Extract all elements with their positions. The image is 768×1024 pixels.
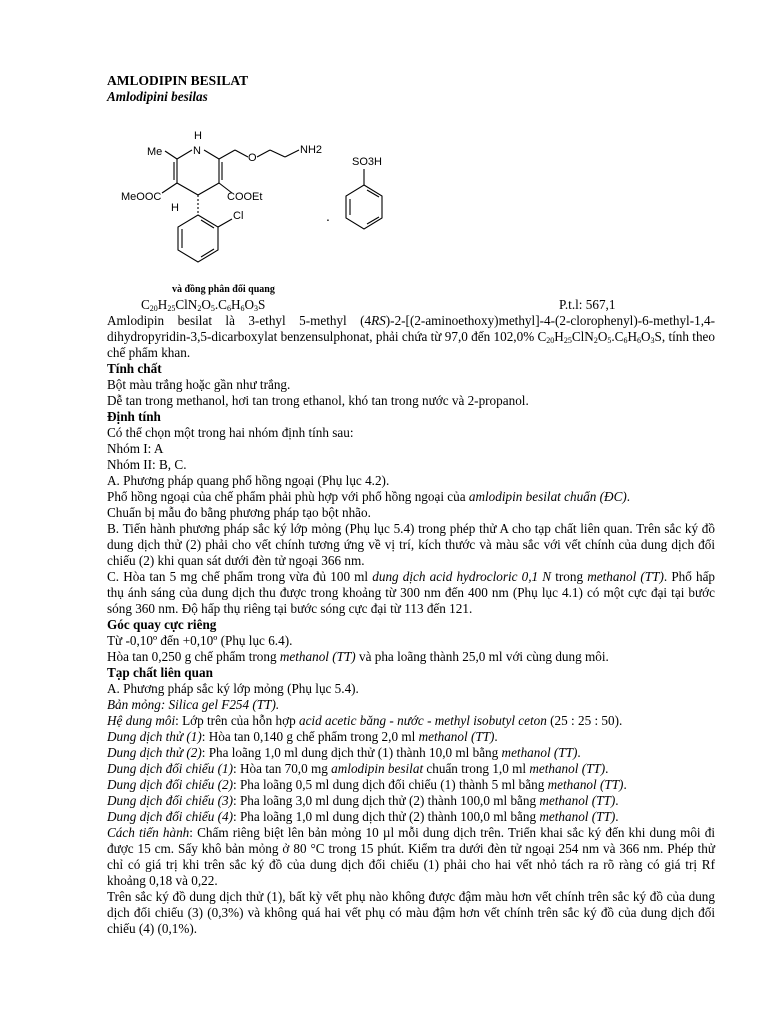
dd-doi-chieu-2: Dung dịch đối chiếu (2): Pha loãng 0,5 ml dung dịch đối chiếu (1) thành 5 ml bằng methanol (TT). [107,777,627,792]
dd-doi-chieu-4: Dung dịch đối chiếu (4): Pha loãng 1,0 ml dung dịch thử (2) thành 100,0 ml bằng methanol (TT). [107,809,619,824]
dinh-tinh-nhom-2: Nhóm II: B, C. [107,457,187,472]
dd-doi-chieu-1: Dung dịch đối chiếu (1): Hòa tan 70,0 mg amlodipin besilat chuẩn trong 1,0 ml methanol (TT). [107,761,609,776]
dinh-tinh-b: B. Tiến hành phương pháp sắc ký lớp mỏng (Phụ lục 5.4) trong phép thử A cho tạp chất liên quan. Trên sắc ký đồ dung dịch thử (2) phải cho vết chính tương ứng về vị trí, kích thước và màu sắc với vết chính của dung dịch đối chiếu (2) khi quan sát dưới đèn tử ngoại 366 nm. [107,521,715,568]
molecular-weight: P.t.l: 567,1 [559,297,616,312]
formula-line [107,297,715,313]
label-nh-n: N [193,145,201,157]
heading-goc-quay: Góc quay cực riêng [107,617,217,632]
label-nh2: NH2 [300,144,323,156]
monograph-title: AMLODIPIN BESILAT [107,73,249,88]
tap-chat-final: Trên sắc ký đồ dung dịch thử (1), bất kỳ vết phụ nào không được đậm màu hơn vết chính trên sắc ký đồ của dung dịch đối chiếu (3) (0,3%) và không quá hai vết phụ có màu đậm hơn vết chính trên sắc ký đồ của dung dịch đối chiếu (4) (0,1%). [107,889,715,936]
dinh-tinh-c: C. Hòa tan 5 mg chế phẩm trong vừa đủ 100 ml dung dịch acid hydrocloric 0,1 N trong methanol (TT). Phổ hấp thụ ánh sáng của dung dịch thu được trong khoảng từ 300 nm đến 400 nm (Phụ lục 4.1) có một cực đại tại bước sóng 360 nm. Độ hấp thụ riêng tại bước sóng cực đại từ 113 đến 121. [107,569,716,616]
dd-thu-1: Dung dịch thử (1): Hòa tan 0,140 g chế phẩm trong 2,0 ml methanol (TT). [107,729,498,744]
he-dung-moi: Hệ dung môi: Lớp trên của hỗn hợp acid acetic băng - nước - methyl isobutyl ceton (25 : 25 : 50). [107,713,623,728]
heading-dinh-tinh: Định tính [107,409,161,424]
dd-doi-chieu-3: Dung dịch đối chiếu (3): Pha loãng 3,0 ml dung dịch thử (2) thành 100,0 ml bằng methanol (TT). [107,793,619,808]
tinh-chat-line-1: Bột màu trắng hoặc gần như trắng. [107,377,291,392]
label-dot: . [326,208,330,224]
amlodipine-structure [107,107,407,297]
definition-paragraph: Amlodipin besilat là 3-ethyl 5-methyl (4RS)-2-[(2-aminoethoxy)methyl]-4-(2-clorophenyl)-6-methyl-1,4-dihydropyridin-3,5-dicarboxylat benzensulphonat, phải chứa từ 97,0 đến 102,0% $C_{20}H_{25}ClN_2O_5.C_6H_6O_3S$, tính theo chế phẩm khan. [107,313,715,360]
molecular-formula: $C_{20}H_{25}ClN_2O_5.C_6H_6O_3S$ [141,297,266,313]
tap-chat-a: A. Phương pháp sắc ký lớp mỏng (Phụ lục 5.4). [107,681,359,696]
monograph-page [107,73,715,937]
dd-thu-2: Dung dịch thử (2): Pha loãng 1,0 ml dung dịch thử (1) thành 10,0 ml bằng methanol (TT). [107,745,581,760]
dinh-tinh-a3: Chuẩn bị mẫu đo bằng phương pháp tạo bột nhão. [107,505,371,520]
label-so3h: SO3H [352,156,382,168]
label-o: O [248,152,257,164]
dinh-tinh-a1: A. Phương pháp quang phổ hồng ngoại (Phụ lục 4.2). [107,473,390,488]
heading-tap-chat: Tạp chất liên quan [107,665,213,680]
structure-figure [107,107,715,297]
label-h-stereo: H [171,202,179,214]
structure-caption: và đồng phân đối quang [172,284,275,295]
goc-quay-line-1: Từ -0,10º đến +0,10º (Phụ lục 6.4). [107,633,293,648]
ban-mong: Bản mỏng: Silica gel F254 (TT). [107,697,280,712]
ban-mong-value: : Silica gel F254 (TT). [160,697,280,712]
latin-name: Amlodipini besilas [107,89,208,104]
label-me: Me [147,146,163,158]
label-cooet: COOEt [227,191,263,203]
heading-tinh-chat: Tính chất [107,361,162,376]
dinh-tinh-a2: Phổ hồng ngoại của chế phẩm phải phù hợp với phổ hồng ngoại của amlodipin besilat chuẩn (ĐC). [107,489,631,504]
cach-tien-hanh: Cách tiến hành: Chấm riêng biệt lên bản mỏng 10 µl mỗi dung dịch trên. Triển khai sắc ký đến khi dung môi đi được 15 cm. Sấy khô bản mỏng ở 80 °C trong 15 phút. Kiểm tra dưới đèn tử ngoại 254 nm và 366 nm. Phép thử chỉ có giá trị khi trên sắc ký đồ của dung dịch đối chiếu (1) phải cho hai vết nhỏ tách ra rõ ràng có giá trị Rf khoảng 0,18 và 0,22. [107,825,715,888]
label-nh-h: H [194,130,202,142]
label-cl: Cl [233,210,244,222]
dinh-tinh-intro: Có thể chọn một trong hai nhóm định tính sau: [107,425,354,440]
tinh-chat-line-2: Dễ tan trong methanol, hơi tan trong ethanol, khó tan trong nước và 2-propanol. [107,393,529,408]
label-meooc: MeOOC [121,191,162,203]
goc-quay-line-2: Hòa tan 0,250 g chế phẩm trong methanol (TT) và pha loãng thành 25,0 ml với cùng dung môi. [107,649,609,664]
dinh-tinh-nhom-1: Nhóm I: A [107,441,164,456]
